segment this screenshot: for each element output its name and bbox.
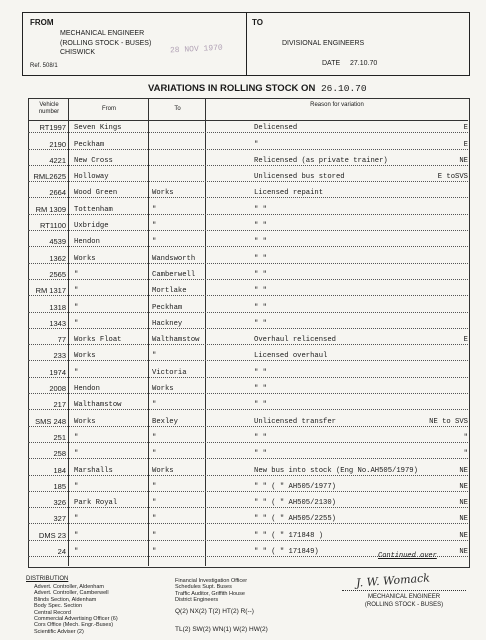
distribution-entry: Advert. Controller, Camberwell xyxy=(34,590,109,597)
distribution-list-2 xyxy=(175,578,247,604)
table-row xyxy=(28,495,468,511)
reason: " " ( " 171848 ) xyxy=(254,531,324,540)
title-text: VARIATIONS IN ROLLING STOCK ON xyxy=(148,83,316,94)
from-location: Walthamstow xyxy=(74,401,122,410)
vehicle-number: 77 xyxy=(57,335,66,345)
reason: " " xyxy=(254,450,267,459)
signature-role-2: (ROLLING STOCK - BUSES) xyxy=(364,602,444,608)
from-location: Seven Kings xyxy=(74,124,122,133)
code: NE xyxy=(459,482,468,491)
from-location: Works Float xyxy=(74,336,122,345)
from-location: " xyxy=(74,319,79,328)
distribution-entry: Body Spec. Section xyxy=(34,603,83,610)
vehicle-number: 184 xyxy=(53,465,66,475)
reason: " " xyxy=(254,222,267,231)
from-location: Peckham xyxy=(74,140,105,149)
vehicle-number: 2190 xyxy=(49,139,66,149)
vehicle-number: RML2625 xyxy=(33,172,66,182)
page-title xyxy=(148,83,367,94)
vehicle-number: RM 1317 xyxy=(35,286,66,296)
table-row xyxy=(28,511,468,527)
to-location: Victoria xyxy=(152,368,187,377)
to-location: " xyxy=(152,401,157,410)
code: E toSVS xyxy=(437,173,468,182)
distribution-entry: Scientific Adviser (2) xyxy=(34,628,84,635)
reason: " " xyxy=(254,287,267,296)
code: NE xyxy=(459,515,468,524)
distribution-entry: Cors Office (Mech. Engr.-Buses) xyxy=(34,622,114,629)
vehicle-number: 251 xyxy=(53,432,66,442)
code: NE xyxy=(459,156,468,165)
to-text: DIVISIONAL ENGINEERS xyxy=(282,40,365,47)
row-rule xyxy=(28,409,468,410)
from-location: Marshalls xyxy=(74,466,113,475)
from-location: New Cross xyxy=(74,156,113,165)
vehicle-number: 233 xyxy=(53,351,66,361)
table-row xyxy=(28,332,468,348)
code: NE xyxy=(459,531,468,540)
row-rule xyxy=(28,442,468,443)
from-location: " xyxy=(74,548,79,557)
vehicle-number: 1343 xyxy=(49,318,66,328)
from-line-3: CHISWICK xyxy=(60,49,95,56)
from-location: Uxbridge xyxy=(74,222,109,231)
table-row xyxy=(28,267,468,283)
reason: " " xyxy=(254,303,267,312)
row-rule xyxy=(28,344,468,345)
vehicle-number: 1362 xyxy=(49,253,66,263)
signature: J. W. Womack xyxy=(355,571,431,590)
col-header-to: To xyxy=(174,106,181,112)
distribution-entry: Traffic Auditor, Griffith House xyxy=(175,590,245,597)
to-location: " xyxy=(152,352,157,361)
from-location: Holloway xyxy=(74,173,109,182)
row-rule xyxy=(28,491,468,492)
vehicle-number: 1318 xyxy=(49,302,66,312)
table-row xyxy=(28,348,468,364)
vehicle-number: RT1100 xyxy=(40,221,66,231)
table-row xyxy=(28,430,468,446)
date-value: 27.10.70 xyxy=(350,60,378,67)
reason: " " xyxy=(254,385,267,394)
from-location: Tottenham xyxy=(74,205,113,214)
to-location: Camberwell xyxy=(152,270,196,279)
reason: " " ( " AH505/2130) xyxy=(254,499,336,508)
row-rule xyxy=(28,263,468,264)
from-location: Hendon xyxy=(74,238,100,247)
row-rule xyxy=(28,312,468,313)
distribution-entry: Blinds Section, Aldenham xyxy=(34,596,97,603)
table-row xyxy=(28,413,468,429)
table-row xyxy=(28,446,468,462)
continued-over-note: Continued over xyxy=(378,552,437,560)
vehicle-number: 326 xyxy=(53,498,66,508)
col-header-from: From xyxy=(102,106,116,112)
table-row xyxy=(28,202,468,218)
reason: " " xyxy=(254,270,267,279)
code: " xyxy=(463,433,468,442)
col-header-vehicle-line2: number xyxy=(38,109,60,115)
signature-role-1: MECHANICAL ENGINEER xyxy=(367,594,441,600)
to-location: " xyxy=(152,238,157,247)
code: E xyxy=(463,336,468,345)
row-rule xyxy=(28,181,468,182)
col-header-vehicle-line1: Vehicle xyxy=(39,102,59,108)
col-header-vehicle xyxy=(30,102,68,116)
row-rule xyxy=(28,197,468,198)
from-location: " xyxy=(74,450,79,459)
row-rule xyxy=(28,214,468,215)
from-location: Hendon xyxy=(74,385,100,394)
reason: Licensed overhaul xyxy=(254,352,328,361)
code: E xyxy=(463,124,468,133)
from-line-2: (ROLLING STOCK - BUSES) xyxy=(60,40,152,47)
reason: " " xyxy=(254,433,267,442)
to-location: Wandsworth xyxy=(152,254,196,263)
distribution-entry: Financial Investigation Officer xyxy=(175,578,248,584)
row-rule xyxy=(28,230,468,231)
distribution-heading: DISTRIBUTION xyxy=(26,576,69,582)
code: " xyxy=(463,450,468,459)
row-rule xyxy=(28,295,468,296)
from-location: " xyxy=(74,287,79,296)
reason: " " xyxy=(254,368,267,377)
to-label: TO xyxy=(252,18,263,27)
vehicle-number: SMS 248 xyxy=(35,416,66,426)
to-location: " xyxy=(152,548,157,557)
from-location: Works xyxy=(74,352,96,361)
table-row xyxy=(28,250,468,266)
row-rule xyxy=(28,540,468,541)
to-location: " xyxy=(152,531,157,540)
to-location: " xyxy=(152,222,157,231)
reason: " xyxy=(254,140,259,149)
from-location: Works xyxy=(74,417,96,426)
to-location: " xyxy=(152,205,157,214)
to-location: Bexley xyxy=(152,417,178,426)
vehicle-number: RT1997 xyxy=(39,123,66,133)
to-location: Works xyxy=(152,189,174,198)
code: E xyxy=(463,140,468,149)
row-rule xyxy=(28,165,468,166)
from-location: Wood Green xyxy=(74,189,118,198)
distribution-list-1 xyxy=(34,584,118,635)
from-line-1: MECHANICAL ENGINEER xyxy=(60,30,145,37)
reason: " " ( " AH505/1977) xyxy=(254,482,336,491)
to-location: Works xyxy=(152,385,174,394)
reason: " " xyxy=(254,238,267,247)
table-row xyxy=(28,299,468,315)
to-location: Peckham xyxy=(152,303,183,312)
row-rule xyxy=(28,246,468,247)
from-location: Works xyxy=(74,254,96,263)
row-rule xyxy=(28,132,468,133)
table-row xyxy=(28,528,468,544)
to-location: " xyxy=(152,515,157,524)
code: NE xyxy=(459,499,468,508)
code: NE xyxy=(459,548,468,557)
distribution-entry: Central Record xyxy=(34,609,71,616)
row-rule xyxy=(28,507,468,508)
reason: Delicensed xyxy=(254,124,298,133)
reason: " " ( " AH505/2255) xyxy=(254,515,336,524)
table-row xyxy=(28,316,468,332)
reason: Licensed repaint xyxy=(254,189,324,198)
distribution-entry: District Engineers xyxy=(175,597,219,604)
vehicle-number: 258 xyxy=(53,449,66,459)
reason: Unlicensed transfer xyxy=(254,417,336,426)
distribution-entry: Commercial Advertising Officer (6) xyxy=(34,616,118,623)
to-location: Hackney xyxy=(152,319,183,328)
row-rule xyxy=(28,475,468,476)
table-row xyxy=(28,234,468,250)
table-row xyxy=(28,365,468,381)
row-rule xyxy=(28,523,468,524)
vehicle-number: 2008 xyxy=(49,384,66,394)
reason: " " xyxy=(254,319,267,328)
to-location: " xyxy=(152,482,157,491)
code: NE xyxy=(459,466,468,475)
row-rule xyxy=(28,328,468,329)
reason: Relicensed (as private trainer) xyxy=(254,156,388,165)
row-rule xyxy=(28,426,468,427)
reason: New bus into stock (Eng No.AH505/1979) xyxy=(254,466,418,475)
vehicle-number: 4539 xyxy=(49,237,66,247)
table-row xyxy=(28,218,468,234)
table-row xyxy=(28,479,468,495)
vehicle-number: 327 xyxy=(53,514,66,524)
from-location: " xyxy=(74,270,79,279)
table-row xyxy=(28,136,468,152)
table-row xyxy=(28,381,468,397)
to-location: " xyxy=(152,450,157,459)
table-row xyxy=(28,283,468,299)
vehicle-number: 4221 xyxy=(49,155,66,165)
reason: " " xyxy=(254,254,267,263)
district-codes-2: TL(2) SW(2) WN(1) W(2) HW(2) xyxy=(175,626,268,633)
row-rule xyxy=(28,393,468,394)
reason: " " xyxy=(254,401,267,410)
signature-rule xyxy=(342,590,466,591)
vehicle-number: 2664 xyxy=(49,188,66,198)
from-location: Park Royal xyxy=(74,499,118,508)
table-row xyxy=(28,185,468,201)
received-stamp: 28 NOV 1970 xyxy=(169,43,224,56)
table-row xyxy=(28,397,468,413)
row-rule xyxy=(28,458,468,459)
table-row xyxy=(28,120,468,136)
vehicle-number: 2565 xyxy=(49,269,66,279)
vehicle-number: 185 xyxy=(53,481,66,491)
from-location: " xyxy=(74,303,79,312)
reason: Overhaul relicensed xyxy=(254,336,336,345)
from-location: " xyxy=(74,531,79,540)
vehicle-number: 24 xyxy=(57,547,66,557)
row-rule xyxy=(28,360,468,361)
to-location: " xyxy=(152,499,157,508)
date-label: DATE xyxy=(322,60,341,67)
row-rule xyxy=(28,149,468,150)
row-rule xyxy=(28,279,468,280)
ref-number: Ref. 508/1 xyxy=(30,63,58,69)
to-location: Walthamstow xyxy=(152,336,200,345)
reason: " " xyxy=(254,205,267,214)
distribution-entry: Advert. Controller, Aldenham xyxy=(34,584,105,590)
vehicle-number: 217 xyxy=(53,400,66,410)
vehicle-number: DMS 23 xyxy=(38,530,66,540)
to-location: " xyxy=(152,433,157,442)
vehicle-number: 1974 xyxy=(49,367,66,377)
table-row xyxy=(28,153,468,169)
to-location: Mortlake xyxy=(152,287,187,296)
from-location: " xyxy=(74,515,79,524)
vehicle-number: RM 1309 xyxy=(35,204,66,214)
code: NE to SVS xyxy=(429,417,468,426)
title-date: 26.10.70 xyxy=(320,83,367,94)
from-label: FROM xyxy=(30,18,54,27)
row-rule xyxy=(28,377,468,378)
from-location: " xyxy=(74,368,79,377)
distribution-entry: Schedules Supt. Buses xyxy=(175,584,232,591)
col-header-reason: Reason for variation xyxy=(310,102,364,108)
from-location: " xyxy=(74,482,79,491)
from-location: " xyxy=(74,433,79,442)
table-row xyxy=(28,169,468,185)
reason: Unlicensed bus stored xyxy=(254,173,345,182)
reason: " " ( " 171849) xyxy=(254,548,319,557)
district-codes-1: Q(2) NX(2) T(2) HT(2) R(--) xyxy=(175,608,254,615)
to-location: Works xyxy=(152,466,174,475)
table-row xyxy=(28,462,468,478)
